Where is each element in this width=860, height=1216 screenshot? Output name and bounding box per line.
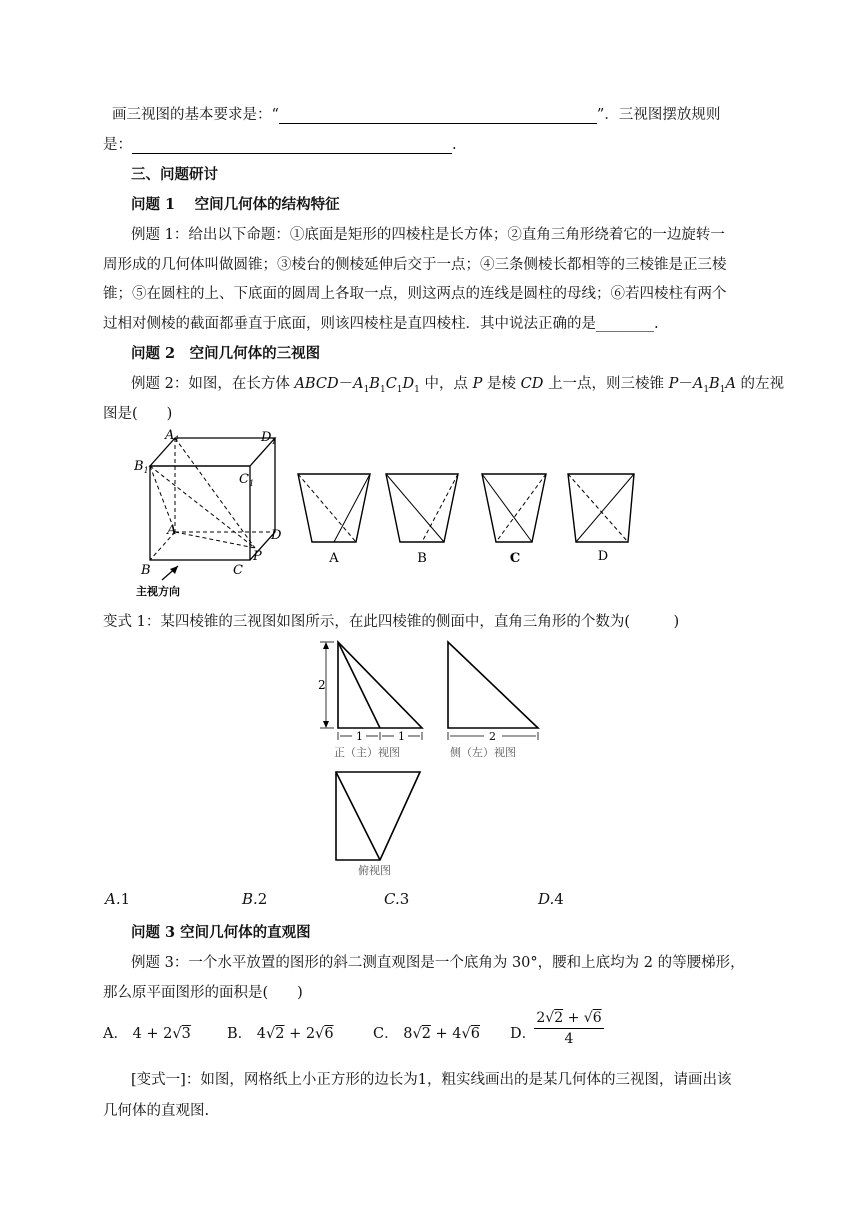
label-C1: $C_1$ (239, 472, 255, 488)
problem-1-title: 问题 1 空间几何体的结构特征 (131, 196, 340, 213)
three-view-figure (312, 638, 552, 878)
label-C: C (233, 563, 243, 578)
section-heading: 三、问题研讨 (131, 166, 218, 183)
side-view (448, 642, 538, 728)
answer-blank[interactable] (279, 107, 597, 124)
example-2-line: 图是( ) (103, 406, 173, 422)
dim-left: 1 (356, 730, 363, 743)
variation-line: [变式一]：如图，网格纸上小正方形的边长为1，粗实线画出的是某几何体的三视图，请画出该 (131, 1072, 732, 1088)
q3-option-a[interactable]: A． 4 + 2√3 (103, 1026, 191, 1042)
answer-blank[interactable] (132, 137, 452, 154)
option-a-label: A (329, 551, 339, 566)
label-D: D (271, 528, 282, 543)
dim-side: 2 (489, 730, 496, 743)
option-d-view (568, 474, 634, 542)
label-P: P (253, 549, 262, 564)
option-d-label: D (597, 549, 609, 564)
front-view-label: 正（主）视图 (334, 746, 400, 759)
top-view-label: 俯视图 (358, 864, 391, 877)
intro-line-2: 是： . (103, 137, 457, 153)
q3-option-b[interactable]: B． 4√2 + 2√6 (227, 1026, 334, 1042)
problem-3-title: 问题 3 空间几何体的直观图 (131, 924, 311, 941)
q3-option-c[interactable]: C． 8√2 + 4√6 (373, 1026, 480, 1042)
option-c-label: C (509, 551, 521, 566)
cuboid-figure (130, 428, 290, 600)
view-direction-label: 主视方向 (136, 585, 180, 598)
front-view (338, 642, 422, 728)
example-1-line: 锥；⑤在圆柱的上、下底面的圆周上各取一点，则这两点的连线是圆柱的母线；⑥若四棱柱有两个 (103, 286, 727, 302)
variation-1-text: 变式 1：某四棱锥的三视图如图所示，在此四棱锥的侧面中，直角三角形的个数为( ) (103, 614, 680, 630)
choice-b[interactable]: B.2 (242, 890, 268, 908)
variation-line: 几何体的直观图. (103, 1103, 210, 1119)
label-A: A (167, 523, 177, 538)
option-views (296, 472, 566, 564)
side-view-label: 侧（左）视图 (450, 746, 516, 759)
choice-d[interactable]: D.4 (538, 890, 564, 908)
choice-a[interactable]: A.1 (105, 890, 131, 908)
label-B: B (141, 563, 151, 578)
option-b-view (386, 474, 458, 542)
intro-line-1: 画三视图的基本要求是：“ ”．三视图摆放规则 (112, 107, 721, 123)
example-3-line: 例题 3：一个水平放置的图形的斜二测直观图是一个底角为 30°，腰和上底均为 2 的等腰梯形， (131, 955, 745, 971)
example-2-line: 例题 2：如图，在长方体 $ABCD-A_1B_1C_1D_1$ 中，点 P 是棱 CD 上一点，则三棱锥 $P-A_1B_1A$ 的左视 (131, 376, 785, 395)
label-B1: $B_1$ (134, 459, 149, 475)
front-face (150, 466, 250, 560)
choice-c[interactable]: C.3 (384, 890, 410, 908)
example-1-line: 例题 1：给出以下命题：①底面是矩形的四棱柱是长方体；②直角三角形绕着它的一边旋转一 (131, 227, 725, 243)
option-c-view (482, 474, 546, 542)
dim-height: 2 (318, 678, 326, 692)
option-b-label: B (417, 551, 427, 566)
option-a-view (298, 474, 370, 542)
example-3-line: 那么原平面图形的面积是( ) (103, 985, 303, 1001)
label-D1: $D_1$ (261, 430, 277, 446)
example-1-line: 过相对侧棱的截面都垂直于底面，则该四棱柱是直四棱柱．其中说法正确的是________. (103, 316, 659, 332)
label-A1: $A_1$ (165, 428, 180, 444)
problem-2-title: 问题 2 空间几何体的三视图 (131, 345, 321, 362)
dim-right: 1 (398, 730, 405, 743)
q3-option-d[interactable]: D． (510, 1026, 537, 1042)
example-1-line: 周形成的几何体叫做圆锥；③棱台的侧棱延伸后交于一点；④三条侧棱长都相等的三棱锥是正三棱 (103, 257, 727, 273)
option-d-figure (566, 472, 646, 564)
top-view (336, 772, 420, 860)
fraction: 2√2 + √6 4 (534, 1010, 604, 1047)
